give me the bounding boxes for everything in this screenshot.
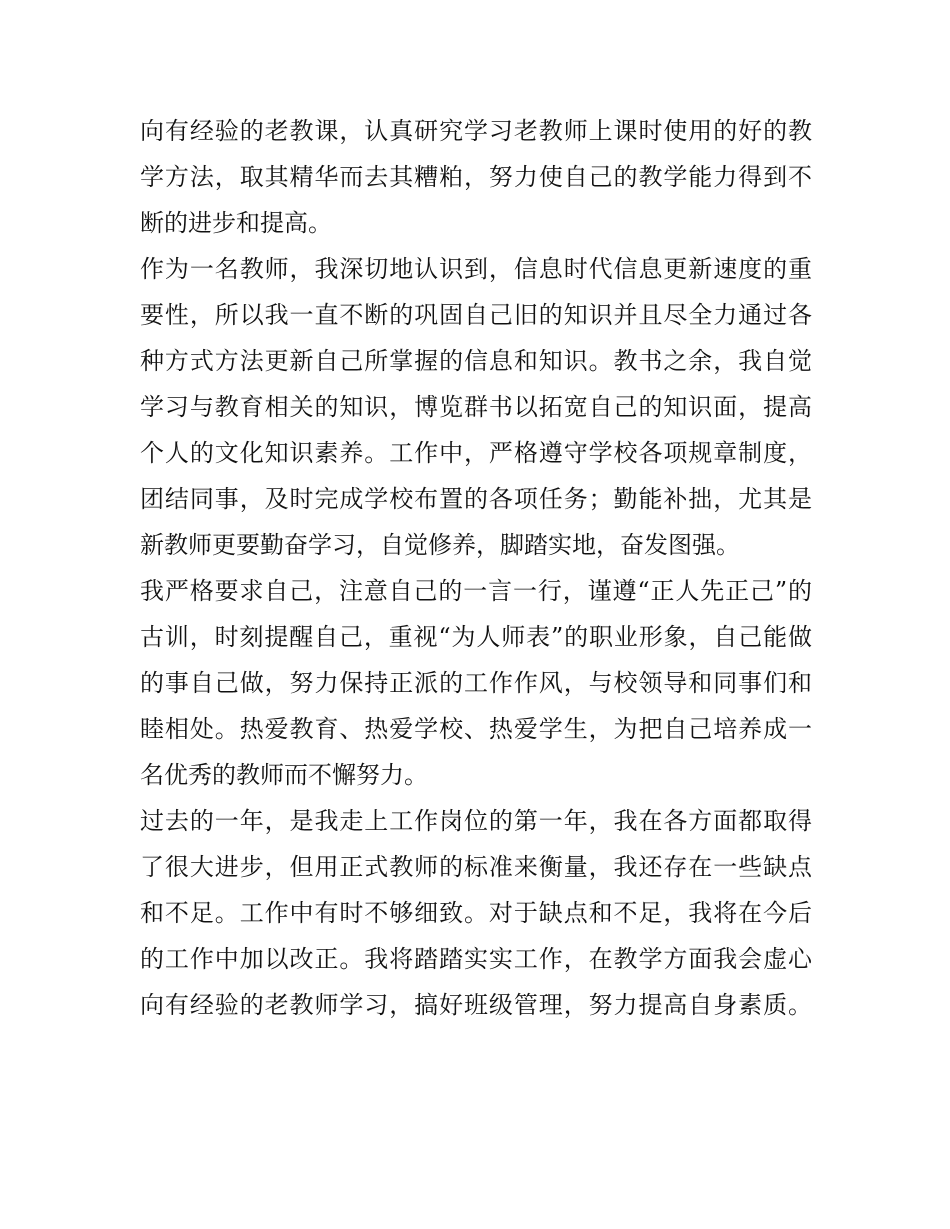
document-body (140, 108, 812, 1028)
text-line: 向有经验的老教师学习，搞好班级管理，努力提高自身素质。 (140, 991, 812, 1019)
text-line: 的工作中加以改正。我将踏踏实实工作，在教学方面我会虚心 (140, 945, 812, 973)
paragraph-4 (140, 798, 812, 1028)
text-line: 个人的文化知识素养。工作中，严格遵守学校各项规章制度， (140, 439, 812, 467)
text-line: 要性，所以我一直不断的巩固自己旧的知识并且尽全力通过各 (140, 301, 812, 329)
text-line: 作为一名教师，我深切地认识到，信息时代信息更新速度的重 (140, 255, 812, 283)
text-line: 古训，时刻提醒自己，重视“为人师表”的职业形象，自己能做 (140, 623, 812, 651)
text-line: 种方式方法更新自己所掌握的信息和知识。教书之余，我自觉 (140, 347, 812, 375)
text-line: 的事自己做，努力保持正派的工作作风，与校领导和同事们和 (140, 669, 812, 697)
text-line: 团结同事，及时完成学校布置的各项任务；勤能补拙，尤其是 (140, 485, 812, 513)
text-line: 名优秀的教师而不懈努力。 (140, 761, 428, 789)
text-line: 过去的一年，是我走上工作岗位的第一年，我在各方面都取得 (140, 807, 812, 835)
text-line: 向有经验的老教课，认真研究学习老教师上课时使用的好的教 (140, 117, 812, 145)
text-line: 学方法，取其精华而去其糟粕，努力使自己的教学能力得到不 (140, 163, 812, 191)
text-line: 了很大进步，但用正式教师的标准来衡量，我还存在一些缺点 (140, 853, 812, 881)
text-line: 睦相处。热爱教育、热爱学校、热爱学生，为把自己培养成一 (140, 715, 812, 743)
text-line: 学习与教育相关的知识，博览群书以拓宽自己的知识面，提高 (140, 393, 812, 421)
paragraph-3 (140, 568, 812, 798)
text-line: 新教师更要勤奋学习，自觉修养，脚踏实地，奋发图强。 (140, 531, 740, 559)
text-line: 和不足。工作中有时不够细致。对于缺点和不足，我将在今后 (140, 899, 812, 927)
paragraph-1 (140, 108, 812, 246)
paragraph-2 (140, 246, 812, 568)
text-line: 断的进步和提高。 (140, 209, 332, 237)
text-line: 我严格要求自己，注意自己的一言一行，谨遵“正人先正己”的 (140, 577, 812, 605)
